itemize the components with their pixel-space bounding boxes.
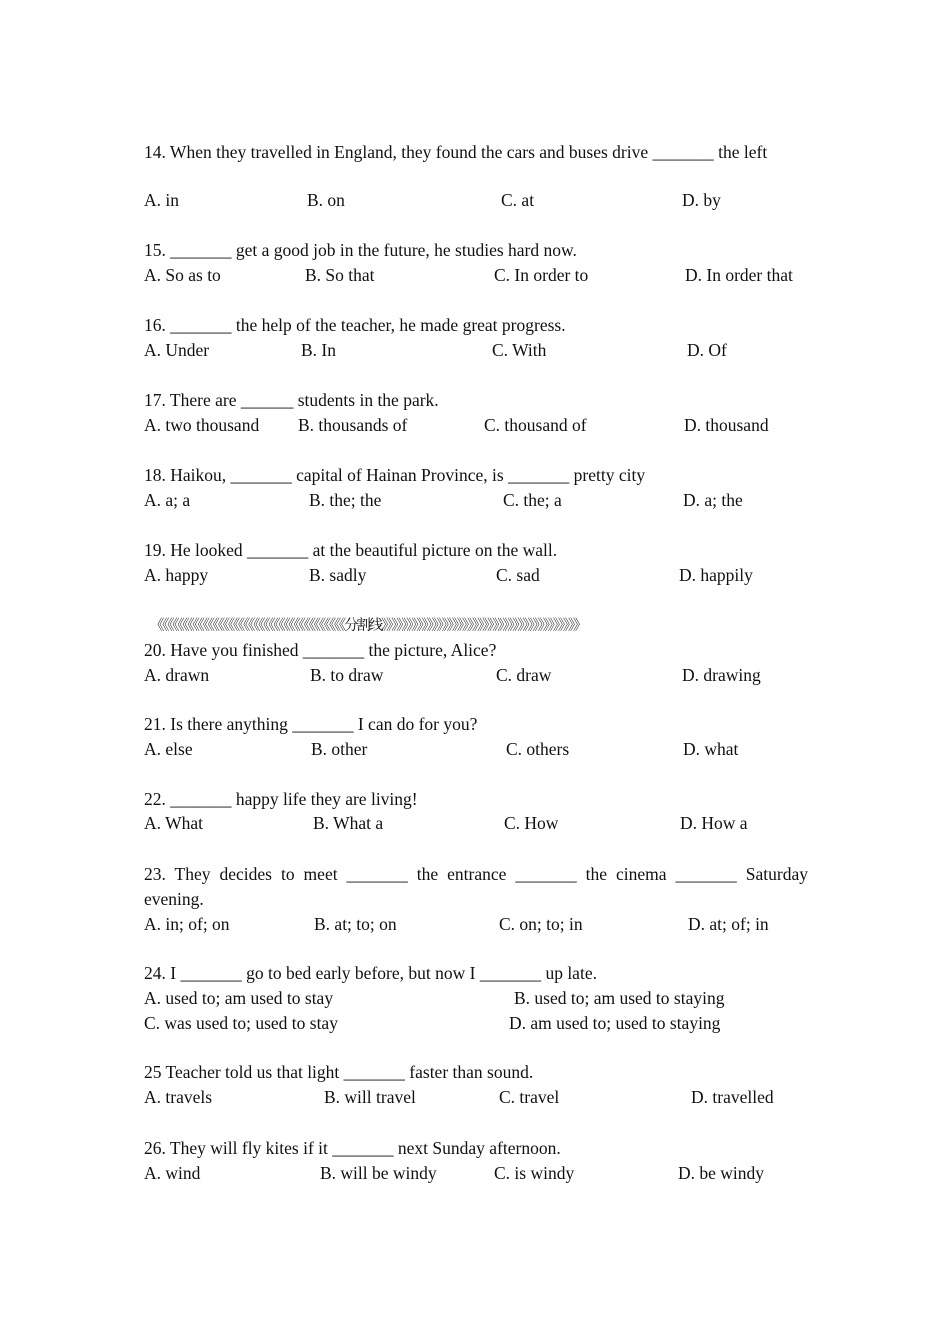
question-22-option-b: B. What a <box>313 813 384 833</box>
question-15-option-a: A. So as to <box>144 265 221 285</box>
section-divider: 《《《《《《《《《《《《《《《《《《《《《《《《《《《《《《《《《《《《《分割线》》》》》》》》》》》》》》》》》》》》》》》》》》》》》》》》》》》》》》》 <box>150 618 586 634</box>
question-19-option-d: D. happily <box>679 565 753 585</box>
question-17-option-b: B. thousands of <box>298 415 408 435</box>
question-18-stem: 18. Haikou, _______ capital of Hainan Province, is _______ pretty city <box>144 465 646 485</box>
question-22-option-d: D. How a <box>680 813 748 833</box>
question-26-option-a: A. wind <box>144 1163 201 1183</box>
question-14-stem: 14. When they travelled in England, they found the cars and buses drive _______ the left <box>144 142 768 162</box>
question-21-option-a: A. else <box>144 739 193 759</box>
question-17-option-d: D. thousand <box>684 415 769 435</box>
question-20-option-a: A. drawn <box>144 665 210 685</box>
question-16-option-b: B. In <box>301 340 336 360</box>
question-19-stem: 19. He looked _______ at the beautiful picture on the wall. <box>144 540 558 560</box>
question-18-option-c: C. the; a <box>503 490 562 510</box>
question-20-option-d: D. drawing <box>682 665 761 685</box>
question-23-option-a: A. in; of; on <box>144 914 230 934</box>
question-25-option-a: A. travels <box>144 1087 213 1107</box>
question-20-stem: 20. Have you finished _______ the picture, Alice? <box>144 640 497 660</box>
question-24-stem: 24. I _______ go to bed early before, but now I _______ up late. <box>144 963 597 983</box>
question-23-option-d: D. at; of; in <box>688 914 769 934</box>
question-19-option-b: B. sadly <box>309 565 367 585</box>
question-26-option-c: C. is windy <box>494 1163 575 1183</box>
question-25-stem: 25 Teacher told us that light _______ faster than sound. <box>144 1062 534 1082</box>
question-24-option-c: C. was used to; used to stay <box>144 1013 338 1033</box>
question-22-option-c: C. How <box>504 813 559 833</box>
question-18-option-a: A. a; a <box>144 490 191 510</box>
question-24-option-a: A. used to; am used to stay <box>144 988 334 1008</box>
question-21-stem: 21. Is there anything _______ I can do for you? <box>144 714 478 734</box>
question-18-option-d: D. a; the <box>683 490 743 510</box>
question-17-option-c: C. thousand of <box>484 415 587 435</box>
question-16-option-a: A. Under <box>144 340 210 360</box>
question-23-option-b: B. at; to; on <box>314 914 397 934</box>
question-25-option-b: B. will travel <box>324 1087 416 1107</box>
question-15-option-b: B. So that <box>305 265 375 285</box>
question-21-option-c: C. others <box>506 739 570 759</box>
question-24-option-d: D. am used to; used to staying <box>509 1013 721 1033</box>
question-20-option-c: C. draw <box>496 665 552 685</box>
question-15-stem: 15. _______ get a good job in the future, he studies hard now. <box>144 240 577 260</box>
question-19-option-a: A. happy <box>144 565 209 585</box>
question-20-option-b: B. to draw <box>310 665 384 685</box>
question-14-option-c: C. at <box>501 190 535 210</box>
question-26-stem: 26. They will fly kites if it _______ next Sunday afternoon. <box>144 1138 561 1158</box>
question-14-option-d: D. by <box>682 190 721 210</box>
question-23-option-c: C. on; to; in <box>499 914 583 934</box>
question-16-stem: 16. _______ the help of the teacher, he made great progress. <box>144 315 566 335</box>
question-25-option-d: D. travelled <box>691 1087 774 1107</box>
question-26-option-d: D. be windy <box>678 1163 765 1183</box>
question-22-stem: 22. _______ happy life they are living! <box>144 789 418 809</box>
question-21-option-d: D. what <box>683 739 739 759</box>
question-17-stem: 17. There are ______ students in the park. <box>144 390 439 410</box>
question-25-option-c: C. travel <box>499 1087 560 1107</box>
question-15-option-d: D. In order that <box>685 265 793 285</box>
question-24-option-b: B. used to; am used to staying <box>514 988 725 1008</box>
question-14-option-b: B. on <box>307 190 345 210</box>
question-26-option-b: B. will be windy <box>320 1163 437 1183</box>
question-17-option-a: A. two thousand <box>144 415 260 435</box>
question-21-option-b: B. other <box>311 739 368 759</box>
question-22-option-a: A. What <box>144 813 203 833</box>
question-15-option-c: C. In order to <box>494 265 589 285</box>
question-23-stem: 23. They decides to meet _______ the entrance _______ the cinema _______ Saturday evening. <box>144 864 808 909</box>
question-18-option-b: B. the; the <box>309 490 382 510</box>
question-19-option-c: C. sad <box>496 565 540 585</box>
question-16-option-c: C. With <box>492 340 547 360</box>
question-14-option-a: A. in <box>144 190 179 210</box>
question-16-option-d: D. Of <box>687 340 727 360</box>
